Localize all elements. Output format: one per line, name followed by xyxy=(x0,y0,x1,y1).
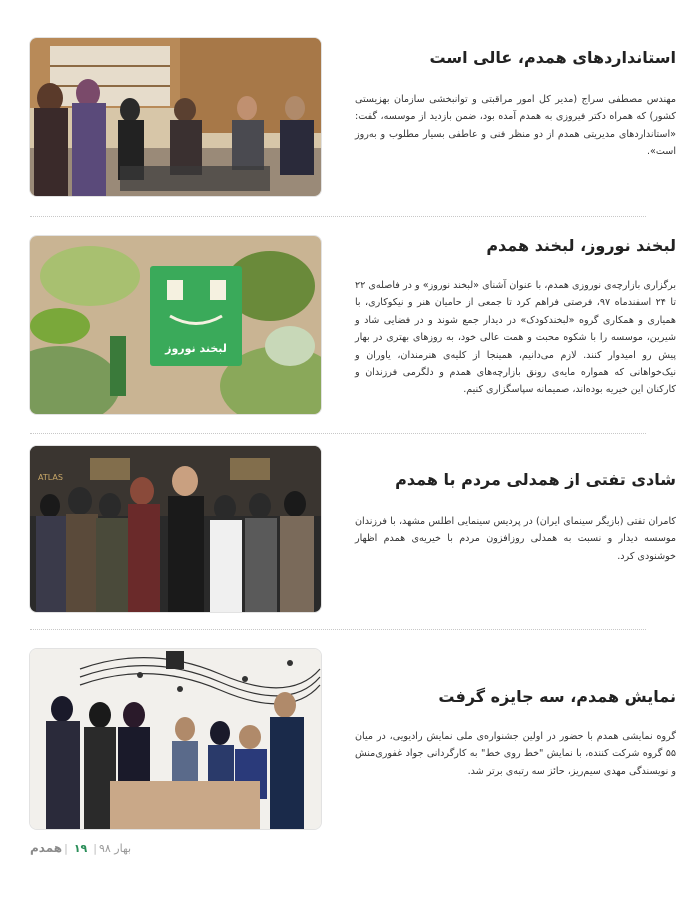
article-4 xyxy=(30,649,676,829)
article-1-body: مهندس مصطفی سراج (مدیر کل امور مراقبتی و توانبخشی سازمان بهزیستی کشور) که همراه دکتر فیروزی به همدم آمده بود، ضمن بازدید از موسسه، گفت: «استانداردهای مدیریتی همدم از دو منظر فنی و عاطفی بسیار مطلوب و به‌روز است». xyxy=(355,94,676,158)
article-1 xyxy=(30,38,676,196)
article-2-text xyxy=(355,236,676,399)
article-1-text xyxy=(355,48,676,161)
article-3-backdrop-text: ATLAS xyxy=(38,473,63,482)
article-3 xyxy=(30,446,676,612)
article-1-photo xyxy=(30,38,321,196)
article-4-title: نمایش همدم، سه جایزه گرفت xyxy=(438,687,676,706)
article-3-text xyxy=(355,470,676,565)
page-footer xyxy=(30,838,131,858)
article-2-body: برگزاری بازارچه‌ی نوروزی همدم، با عنوان آشنای «لبخند نوروز» و در فاصله‌ی ۲۲ تا ۲۴ اسفندماه ۹۷، فرصتی فراهم کرد تا جمعی از حامیان هنر و نیکوکاری، با همیاری و همکاری گروه «لبخندکودک» در دیدار جمع شوند و در فضایی شاد و شیرین، موسسه را با شکوه محبت و همت عالی خود، به روزهای بهتری در بهار پیش رو امیدوار کنند. لازم می‌دانیم، همینجا از کلیه‌ی هنرمندان، یاوران و نیک‌خواهانی که همواره مایه‌ی رونق بازارچه‌های همدم و دلگرمی فرزندان و کارکنان این خیریه بوده‌اند، صمیمانه سپاسگزاری کنیم. xyxy=(355,280,676,396)
separator-2 xyxy=(30,433,646,434)
article-3-title: شادی تفتی از همدلی مردم با همدم xyxy=(395,470,676,489)
article-4-text xyxy=(355,687,676,780)
footer-divider: | xyxy=(64,841,68,855)
issue-season: بهار ۹۸ xyxy=(98,841,132,855)
article-2-sign-text: لبخند نوروز xyxy=(165,342,227,355)
article-1-title: استانداردهای همدم، عالی است xyxy=(429,48,676,67)
article-4-photo xyxy=(30,649,321,829)
separator-1 xyxy=(30,216,646,217)
article-3-photo xyxy=(30,446,321,612)
footer-divider-2: | xyxy=(93,841,97,855)
article-2 xyxy=(30,236,676,414)
article-3-body: کامران تفتی (بازیگر سینمای ایران) در پردیس سینمایی اطلس مشهد، با فرزندان موسسه دیدار و نسبت به همدلی روزافزون مردم با خیریه‌ی همدم اظهار خوشنودی کرد. xyxy=(355,516,676,562)
article-2-photo xyxy=(30,236,321,414)
article-4-body: گروه نمایشی همدم با حضور در اولین جشنواره‌ی ملی نمایش رادیویی، در میان ۵۵ گروه شرکت کننده، با نمایش "خط روی خط" به کارگردانی جواد غفوری‌منش و نویسندگی مهدی سیم‌ریز، حائز سه رتبه‌ی برتر شد. xyxy=(355,731,676,777)
page-number: ۱۹ xyxy=(73,841,88,855)
magazine-logo: همدم xyxy=(30,841,63,855)
article-2-title: لبخند نوروز، لبخند همدم xyxy=(486,236,676,255)
separator-3 xyxy=(30,629,646,630)
